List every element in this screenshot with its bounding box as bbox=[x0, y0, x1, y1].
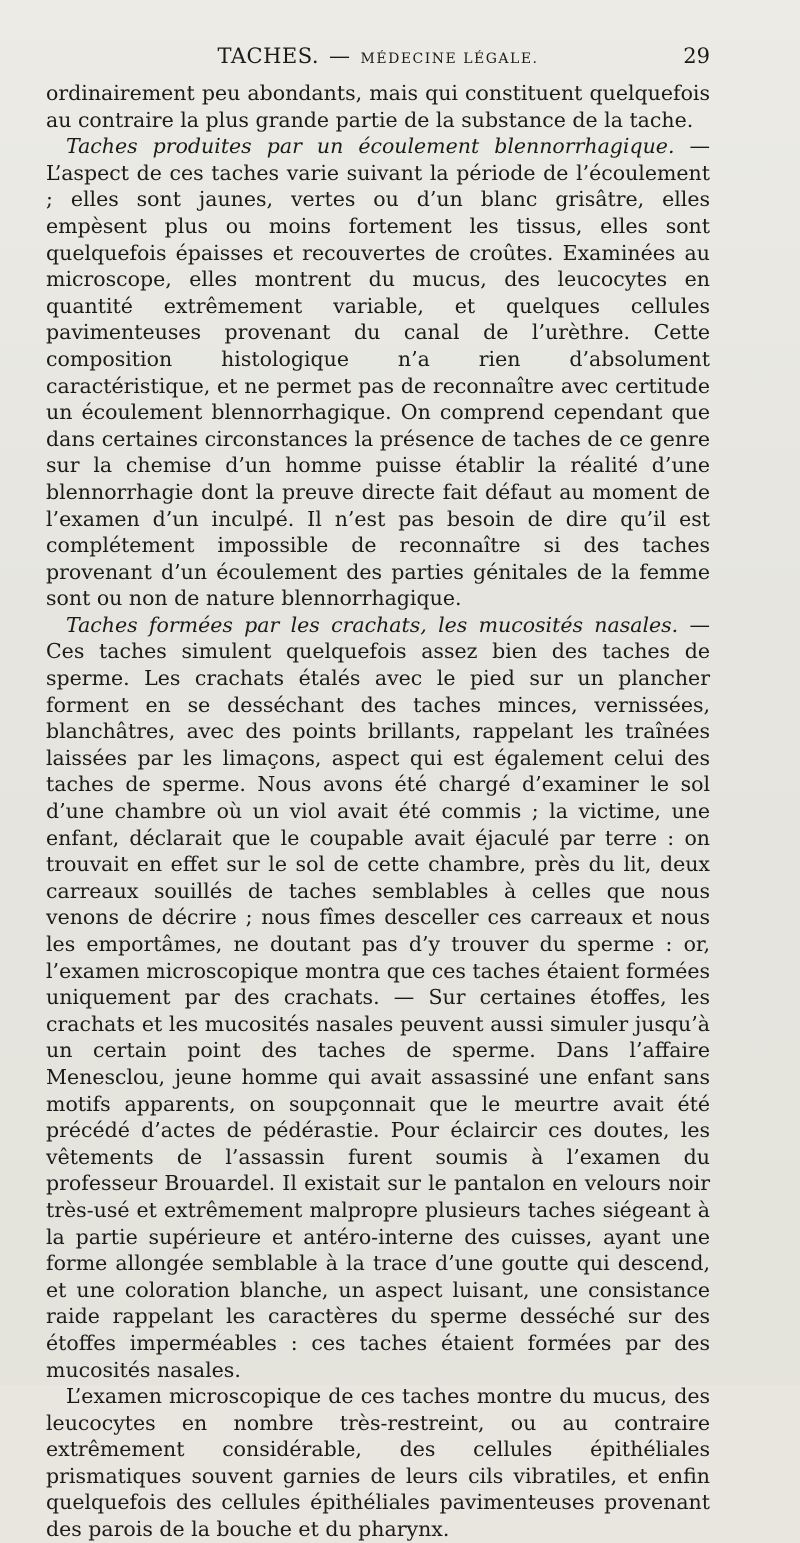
paragraph-heading: Taches produites par un écoulement blennorrhagique. bbox=[66, 134, 675, 159]
page-number: 29 bbox=[683, 44, 710, 68]
paragraph-text: — L’aspect de ces taches varie suivant la période de l’écoulement ; elles sont jaunes, vertes ou d’un blanc grisâtre, elles empèsent plus ou moins fortement les tissus, elles sont quelquefois épaisses et recouvertes de croûtes. Examinées au microscope, elles montrent du mucus, des leucocytes en quantité extrêmement variable, et quelques cellules pavimenteuses provenant du canal de l’urèthre. Cette composition histologique n’a rien d’absolument caractéristique, et ne permet pas de reconnaître avec certitude un écoulement blennorrhagique. On comprend cependant que dans certaines circonstances la présence de taches de ce genre sur la chemise d’un homme puisse établir la réalité d’une blennorrhagie dont la preuve directe fait défaut au moment de l’examen d’un inculpé. Il n’est pas besoin de dire qu’il est complétement impossible de reconnaître si des taches provenant d’un écoulement des parties génitales de la femme sont ou non de nature blennorrhagique. bbox=[46, 134, 710, 611]
header-title bbox=[46, 44, 710, 68]
paragraph-blennorrhagic bbox=[46, 133, 710, 612]
body-text bbox=[46, 80, 710, 1543]
paragraph-continuation bbox=[46, 80, 710, 133]
paragraph-crachats bbox=[46, 612, 710, 1383]
header-subtitle: MÉDECINE LÉGALE. bbox=[360, 51, 539, 67]
running-header bbox=[46, 42, 710, 74]
paragraph-microscopic bbox=[46, 1383, 710, 1543]
paragraph-text: L’examen microscopique de ces taches montre du mucus, des leucocytes en nombre très-restreint, ou au contraire extrêmement considérable, des cellules épithéliales prismatiques souvent garnies de leurs cils vibratiles, et enfin quelquefois des cellules épithéliales pavimenteuses provenant des parois de la bouche et du pharynx. bbox=[46, 1384, 710, 1542]
paragraph-heading: Taches formées par les crachats, les mucosités nasales. bbox=[66, 612, 679, 637]
paragraph-text: — Ces taches simulent quelquefois assez bien des taches de sperme. Les crachats étalés avec le pied sur un plancher forment en se desséchant des taches minces, vernissées, blanchâtres, avec des points brillants, rappelant les traînées laissées par les limaçons, aspect qui est également celui des taches de sperme. Nous avons été chargé d’examiner le sol d’une chambre où un viol avait été commis ; la victime, une enfant, déclarait que le coupable avait éjaculé par terre : on trouvait en effet sur le sol de cette chambre, près du lit, deux carreaux souillés de taches semblables à celles que nous venons de décrire ; nous fîmes desceller ces carreaux et nous les emportâmes, ne doutant pas d’y trouver du sperme : or, l’examen microscopique montra que ces taches étaient formées uniquement par des crachats. — Sur certaines étoffes, les crachats et les mucosités nasales peuvent aussi simuler jusqu’à un certain point des taches de sperme. Dans l’affaire Menesclou, jeune homme qui avait assassiné une enfant sans motifs apparents, on soupçonnait que le meurtre avait été précédé d’actes de pédérastie. Pour éclaircir ces doutes, les vêtements de l’assassin furent soumis à l’examen du professeur Brouardel. Il existait sur le pantalon en velours noir très-usé et extrêmement malpropre plusieurs taches siégeant à la partie supérieure et antéro-interne des cuisses, ayant une forme allongée semblable à la trace d’une goutte qui descend, et une coloration blanche, un aspect luisant, une consistance raide rappelant les caractères du sperme desséché sur des étoffes imperméables : ces taches étaient formées par des mucosités nasales. bbox=[46, 612, 710, 1382]
header-dash: — bbox=[329, 44, 351, 68]
paragraph-text: ordinairement peu abondants, mais qui constituent quelquefois au contraire la plus grande partie de la substance de la tache. bbox=[46, 81, 710, 132]
header-section: TACHES. bbox=[217, 44, 320, 68]
